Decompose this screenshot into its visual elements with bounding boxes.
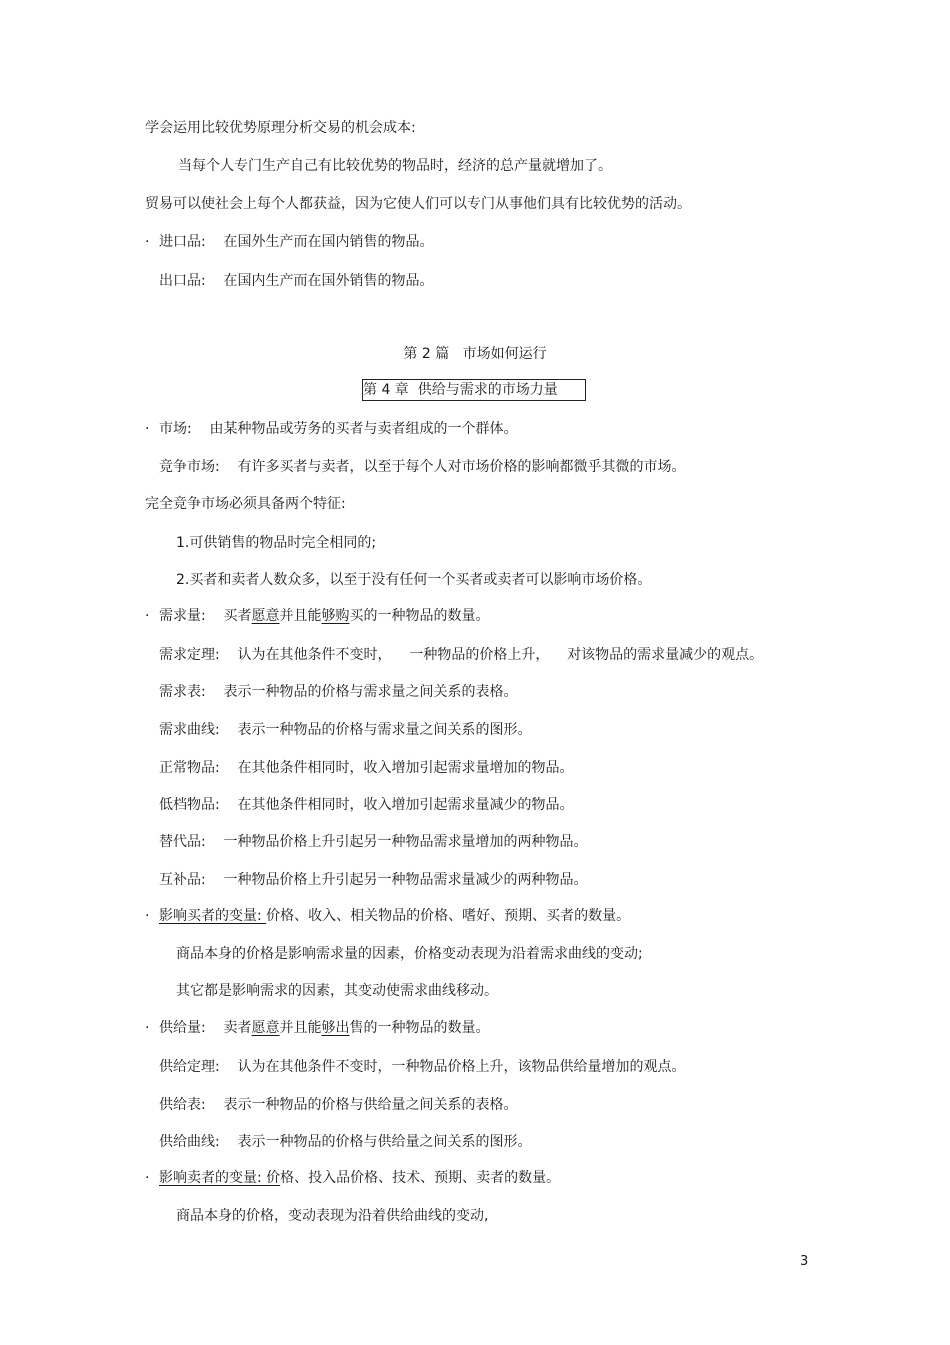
text-line: 2.买者和卖者人数众多，以至于没有任何一个买者或卖者可以影响市场价格。 (176, 572, 652, 588)
text-line: 竞争市场: 有许多买者与卖者，以至于每个人对市场价格的影响都微乎其微的市场。 (159, 459, 686, 475)
text-line: 供给定理: 认为在其他条件不变时，一种物品价格上升，该物品供给量增加的观点。 (159, 1059, 686, 1075)
page-number: 3 (800, 1254, 809, 1269)
text-segment: 并且能 (279, 608, 322, 624)
text-line: 正常物品: 在其他条件相同时，收入增加引起需求量增加的物品。 (159, 760, 574, 776)
chapter-title-text: 第 4 章 供给与需求的市场力量 (363, 382, 558, 398)
text-line (159, 906, 630, 926)
text-line (159, 606, 490, 626)
bullet-marker: · (145, 608, 150, 624)
underlined-text: 愿意 (251, 608, 280, 624)
text-line (159, 1018, 490, 1038)
underlined-text: 够购 (321, 608, 350, 624)
bullet-marker: · (145, 421, 150, 437)
text-line: 市场: 由某种物品或劳务的买者与卖者组成的一个群体。 (159, 421, 518, 437)
text-line: 需求曲线: 表示一种物品的价格与需求量之间关系的图形。 (159, 722, 532, 738)
text-segment: 需求量: 买者 (159, 608, 252, 624)
underlined-text: 影响卖者的变量: 价 (159, 1170, 281, 1186)
text-line: 低档物品: 在其他条件相同时，收入增加引起需求量减少的物品。 (159, 797, 574, 813)
text-line: 需求表: 表示一种物品的价格与需求量之间关系的表格。 (159, 684, 518, 700)
text-line: 需求定理: 认为在其他条件不变时， 一种物品的价格上升， 对该物品的需求量减少的观点。 (159, 647, 764, 663)
part-title: 第 2 篇 市场如何运行 (403, 346, 547, 362)
text-line: 其它都是影响需求的因素，其变动使需求曲线移动。 (176, 983, 498, 999)
bullet-marker: · (145, 234, 150, 250)
text-line: 供给曲线: 表示一种物品的价格与供给量之间关系的图形。 (159, 1134, 532, 1150)
bullet-marker: · (145, 1020, 150, 1036)
text-line: 贸易可以使社会上每个人都获益，因为它使人们可以专门从事他们具有比较优势的活动。 (145, 196, 691, 212)
text-segment: 格、投入品价格、技术、预期、卖者的数量。 (280, 1170, 561, 1186)
bullet-marker: · (145, 908, 150, 924)
text-line: 进口品: 在国外生产而在国内销售的物品。 (159, 234, 434, 250)
text-line: 出口品: 在国内生产而在国外销售的物品。 (159, 273, 434, 289)
text-line: 完全竞争市场必须具备两个特征: (145, 496, 346, 512)
text-line: 1.可供销售的物品时完全相同的; (176, 535, 377, 551)
text-line: 供给表: 表示一种物品的价格与供给量之间关系的表格。 (159, 1097, 518, 1113)
text-segment: 并且能 (279, 1020, 322, 1036)
underlined-text: 愿意 (251, 1020, 280, 1036)
bullet-marker: · (145, 1170, 150, 1186)
text-segment: 买的一种物品的数量。 (349, 608, 490, 624)
chapter-title (362, 379, 586, 401)
text-line: 商品本身的价格，变动表现为沿着供给曲线的变动, (176, 1208, 489, 1224)
underlined-text: 影响买者的变量: (159, 908, 267, 924)
text-line: 互补品: 一种物品价格上升引起另一种物品需求量减少的两种物品。 (159, 872, 588, 888)
text-line: 当每个人专门生产自己有比较优势的物品时，经济的总产量就增加了。 (178, 158, 612, 174)
text-segment: 供给量: 卖者 (159, 1020, 252, 1036)
text-segment: 价格、收入、相关物品的价格、嗜好、预期、买者的数量。 (266, 908, 631, 924)
underlined-text: 够出 (321, 1020, 350, 1036)
text-line: 替代品: 一种物品价格上升引起另一种物品需求量增加的两种物品。 (159, 834, 588, 850)
text-line: 学会运用比较优势原理分析交易的机会成本: (145, 120, 416, 136)
text-line (159, 1168, 560, 1188)
text-line: 商品本身的价格是影响需求量的因素，价格变动表现为沿着需求曲线的变动; (176, 946, 643, 962)
text-segment: 售的一种物品的数量。 (349, 1020, 490, 1036)
